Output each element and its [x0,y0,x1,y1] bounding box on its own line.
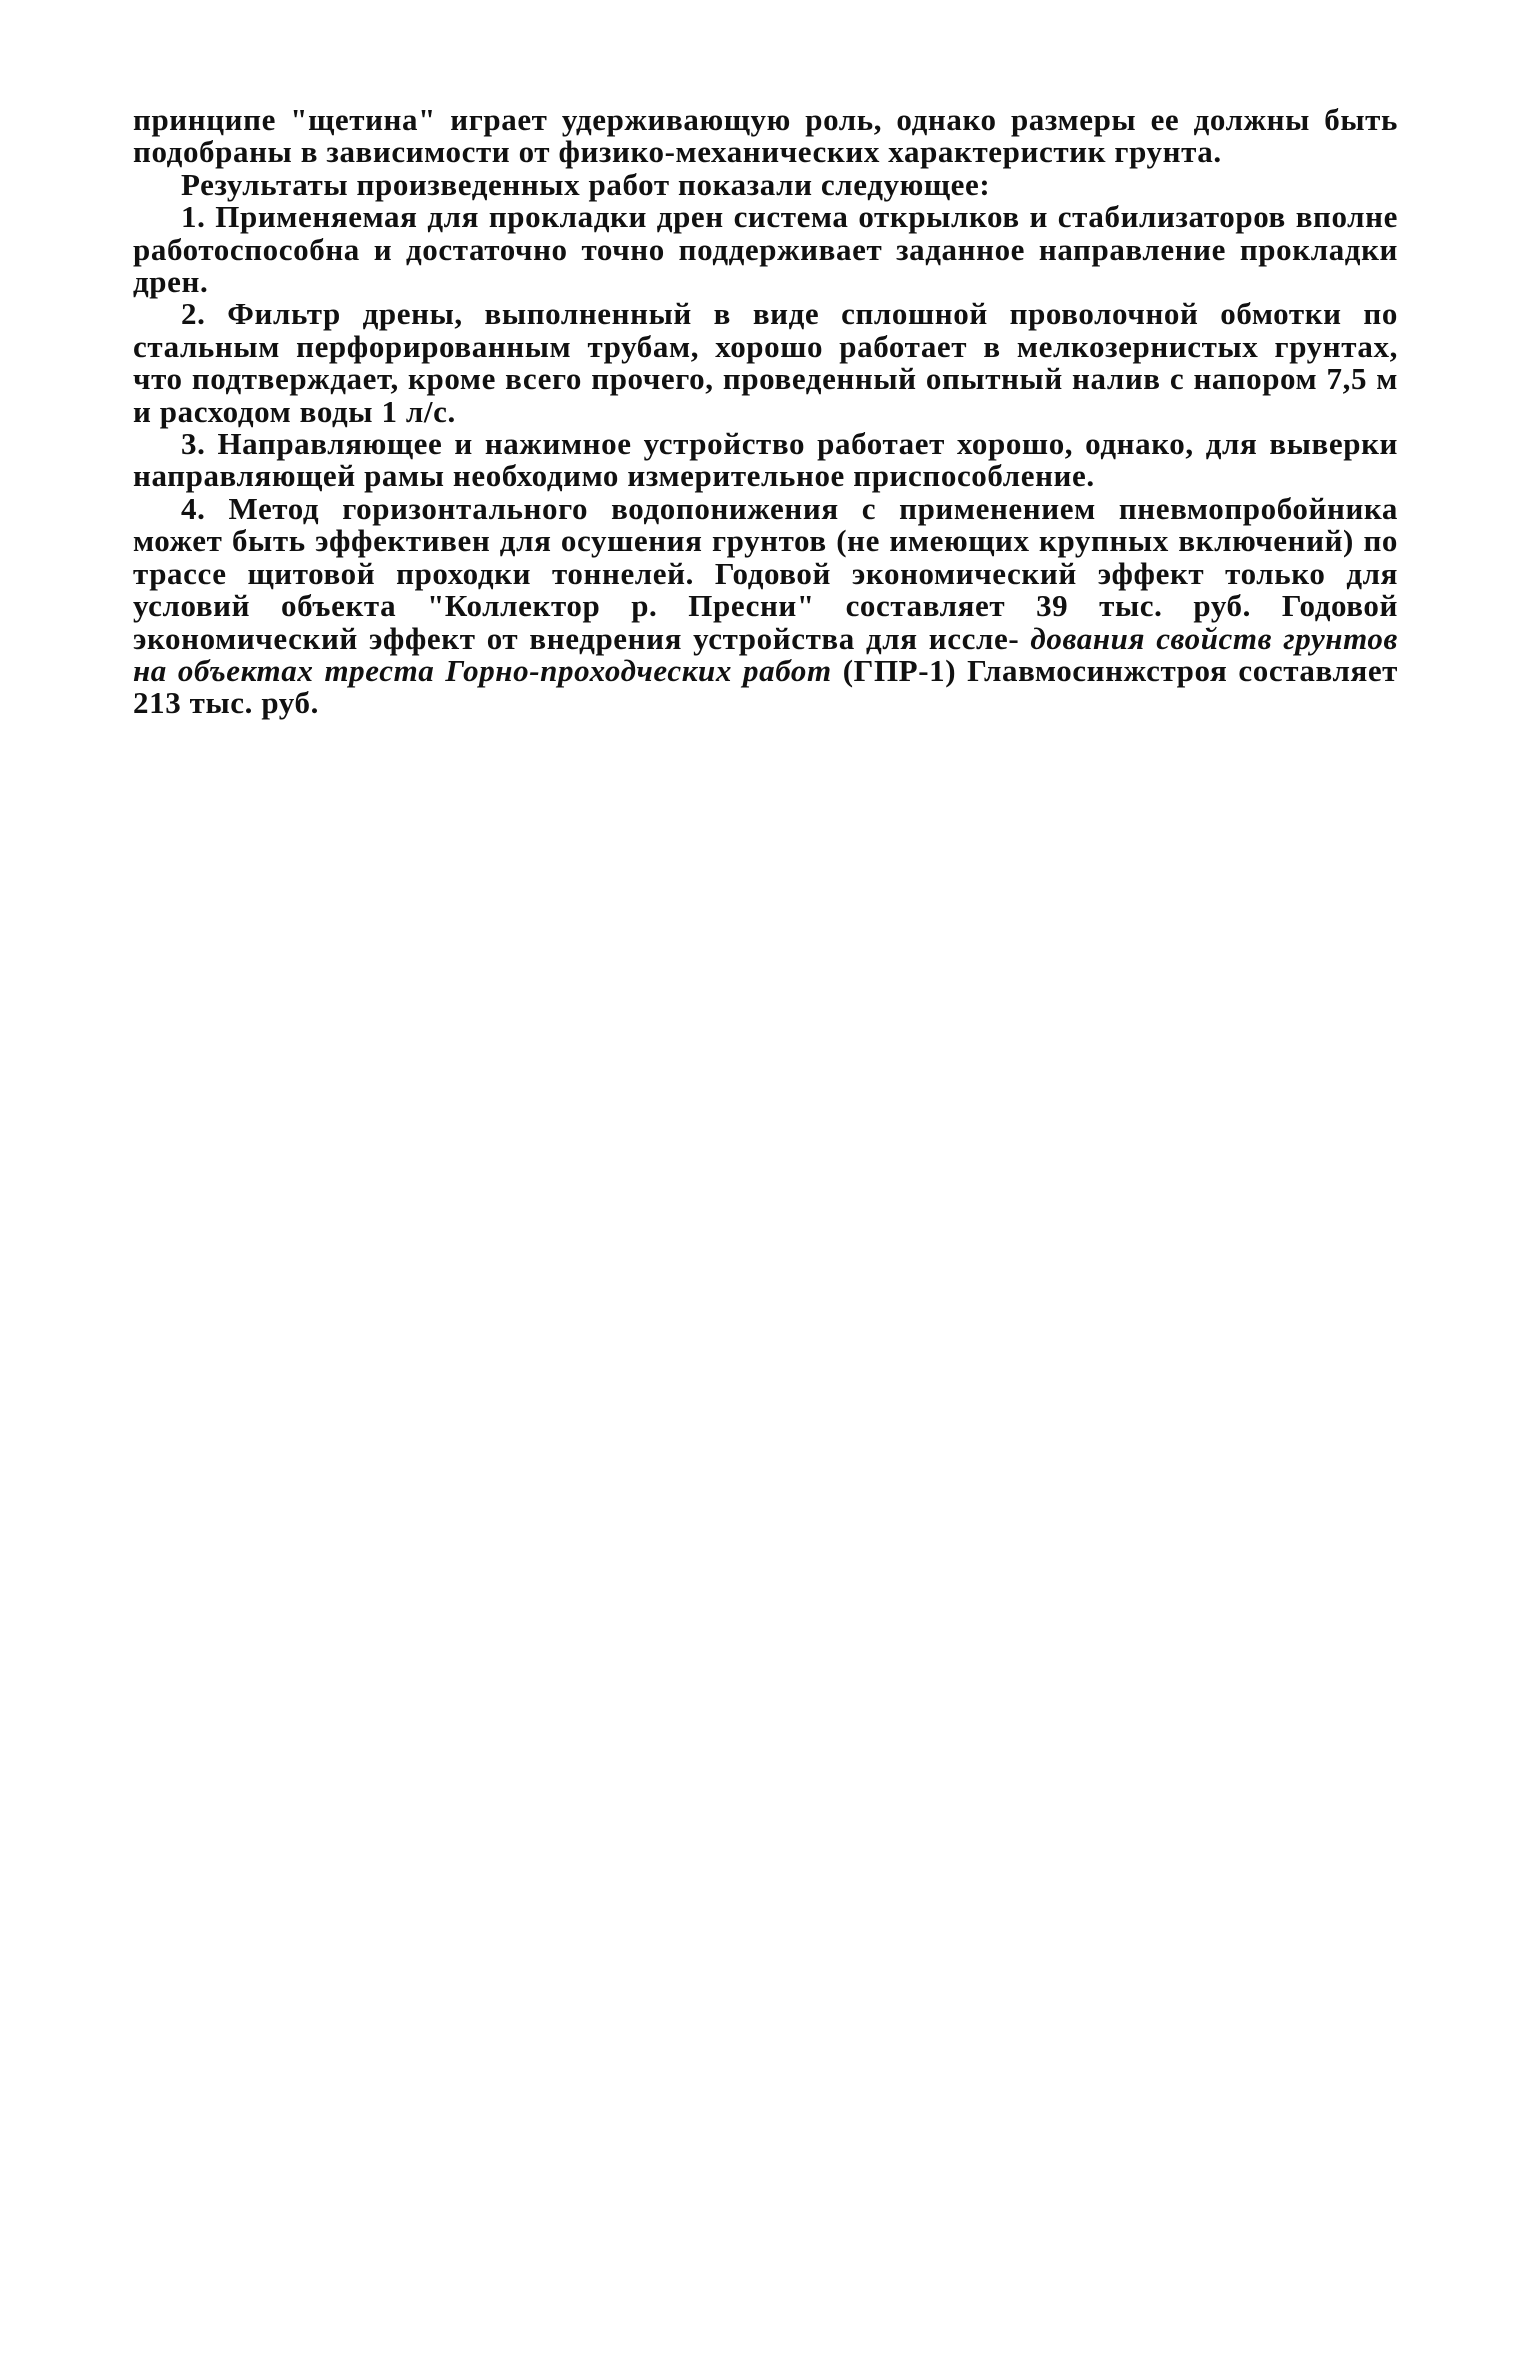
document-text [133,104,1398,720]
paragraph-item-1: 1. Применяемая для прокладки дрен система открылков и стабилизаторов вполне работоспособна и достаточно точно поддерживает заданное направление прокладки дрен. [133,199,1398,300]
paragraph-item-3: 3. Направляющее и нажимное устройство работает хорошо, однако, для выверки направляющей рамы необходимо измерительное приспособление. [133,426,1398,494]
paragraph-item-4 [133,490,1398,721]
item-4-text-italic: дования свойств грунтов на объектах треста Горно-проходческих работ [133,620,1398,688]
paragraph-intro: принципе "щетина" играет удерживающую роль, однако размеры ее должны быть подобраны в зависимости от физико-механических характеристик грунта. [133,102,1398,170]
paragraph-item-2: 2. Фильтр дрены, выполненный в виде сплошной проволочной обмотки по стальным перфорированным трубам, хорошо работает в мелкозернистых грунтах, что подтверждает, кроме всего прочего, проведенный опытный налив с напором 7,5 м и расходом воды 1 л/с. [133,296,1398,429]
paragraph-results-heading: Результаты произведенных работ показали следующее: [181,166,991,202]
item-4-text-part-3: (ГПР-1) Главмосинжстроя составляет 213 тыс. руб. [133,652,1398,721]
item-4-text-part-1: 4. Метод горизонтального водопонижения с применением пневмопробойника может быть эффективен для осушения грунтов (не имеющих крупных включений) по трассе щитовой проходки тоннелей. Годовой экономический эффект только для условий объекта "Коллектор р. Пресни" составляет 39 тыс. руб. Годовой экономический эффект от внедрения устройства для иссле- [133,490,1398,656]
